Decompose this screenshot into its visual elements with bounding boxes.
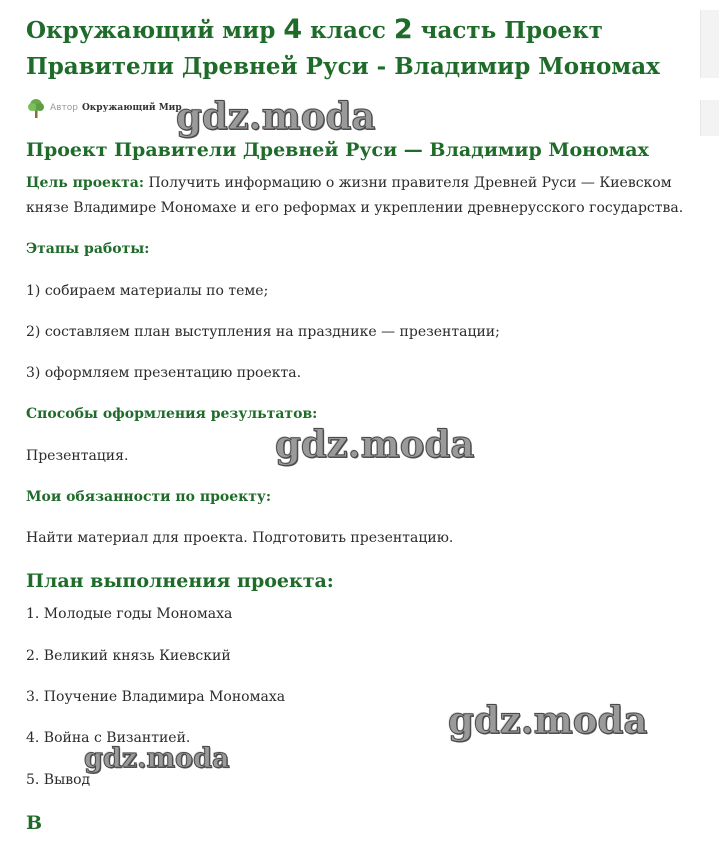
plan-item: 5. Вывод (26, 772, 91, 788)
watermark: gdz.moda (448, 698, 648, 742)
watermark: gdz.moda (275, 422, 475, 466)
stage-item: 2) составляем план выступления на празднике — презентации; (26, 324, 500, 340)
goal-text: Получить информацию о жизни правителя Древней Руси — Киевском князе Владимире Мономахе и его реформах и укреплении древнерусского государства. (26, 175, 684, 216)
author-link[interactable]: Окружающий Мир (81, 103, 182, 113)
author-label: Автор (50, 103, 78, 113)
author-row (26, 97, 182, 119)
watermark: gdz.moda (84, 743, 230, 774)
plan-item: 2. Великий князь Киевский (26, 648, 231, 664)
plan-item: 4. Война с Византией. (26, 730, 191, 746)
watermark: gdz.moda (176, 94, 376, 138)
page-title: Окружающий мир 4 класс 2 часть Проект Правители Древней Руси - Владимир Мономах (26, 14, 660, 80)
sidebar-edge-bottom (700, 100, 719, 136)
methods-label: Способы оформления результатов: (26, 406, 318, 422)
plan-item: 3. Поучение Владимира Мономаха (26, 689, 286, 705)
project-goal (26, 171, 686, 221)
plan-item: 1. Молодые годы Мономаха (26, 606, 233, 622)
methods-text: Презентация. (26, 448, 129, 464)
stage-item: 3) оформляем презентацию проекта. (26, 365, 302, 381)
next-section-heading: В (26, 812, 43, 834)
stage-item: 1) собираем материалы по теме; (26, 283, 269, 299)
plan-heading: План выполнения проекта: (26, 570, 334, 592)
article-heading: Проект Правители Древней Руси — Владимир Мономах (26, 139, 649, 161)
goal-label: Цель проекта: (26, 175, 144, 191)
duties-label: Мои обязанности по проекту: (26, 489, 272, 505)
tree-icon (26, 97, 46, 119)
sidebar-edge-top (700, 10, 719, 78)
duties-text: Найти материал для проекта. Подготовить презентацию. (26, 530, 454, 546)
stages-label: Этапы работы: (26, 241, 150, 257)
